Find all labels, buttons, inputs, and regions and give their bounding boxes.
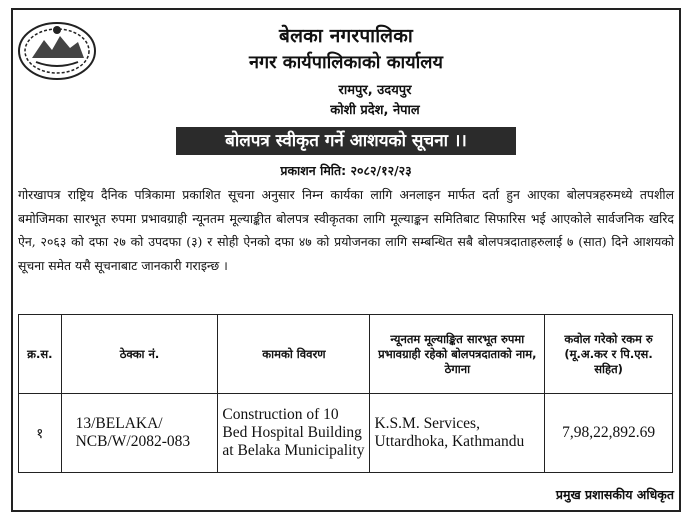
publication-date: प्रकाशन मिति: २०८२/१२/२३ — [280, 163, 412, 178]
bid-table — [18, 314, 673, 473]
notice-body: गोरखापत्र राष्ट्रिय दैनिक पत्रिकामा प्रकाशित सूचना अनुसार निम्न कार्यका लागि अनलाइन मार्फत दर्ता हुन आएका बोलपत्रहरुमध्ये तपशील बमोजिमका सारभूत रुपमा प्रभावग्राही न्यूनतम मूल्याङ्कीत बोलपत्र स्वीकृतका लागि मूल्याङ्कन समितिबाट सिफारिस भई आएकोले सार्वजनिक खरिद ऐन, २०६३ को दफा २७ को उपदफा (३) र सोही ऐनको दफा ४७ को प्रयोजनका लागि सम्बन्धित सबै बोलपत्रदाताहरुलाई ७ (सात) दिने आशयको सूचना समेत यसै सूचनाबाट जानकारी गराइन्छ । — [18, 187, 674, 274]
cell-contract-no: 13/BELAKA/ NCB/W/2082-083 — [61, 394, 218, 473]
cell-sn: १ — [19, 394, 62, 473]
municipality-name: बेलका नगरपालिका — [279, 25, 413, 47]
office-address: रामपुर, उदयपुर — [338, 83, 412, 98]
province-country: कोशी प्रदेश, नेपाल — [330, 103, 420, 118]
table-row — [19, 394, 673, 473]
cell-bidder: K.S.M. Services, Uttardhoka, Kathmandu — [370, 394, 545, 473]
office-name: नगर कार्यपालिकाको कार्यालय — [249, 52, 443, 73]
signatory: प्रमुख प्रशासकीय अधिकृत — [555, 487, 674, 502]
header-contract-no: ठेक्का नं. — [61, 315, 218, 394]
header-amount: कवोल गरेको रकम रु (मू.अ.कर र पि.एस. सहित) — [545, 315, 673, 394]
notice-title: बोलपत्र स्वीकृत गर्ने आशयको सूचना ।। — [176, 127, 516, 155]
header-sn: क्र.स. — [19, 315, 62, 394]
cell-amount: 7,98,22,892.69 — [545, 394, 673, 473]
header-description: कामको विवरण — [218, 315, 370, 394]
cell-description: Construction of 10 Bed Hospital Building at Belaka Municipality — [218, 394, 370, 473]
table-header-row — [19, 315, 673, 394]
header-bidder: न्यूनतम मूल्याङ्कित सारभूत रुपमा प्रभावग्राही रहेको बोलपत्रदाताको नाम, ठेगाना — [370, 315, 545, 394]
